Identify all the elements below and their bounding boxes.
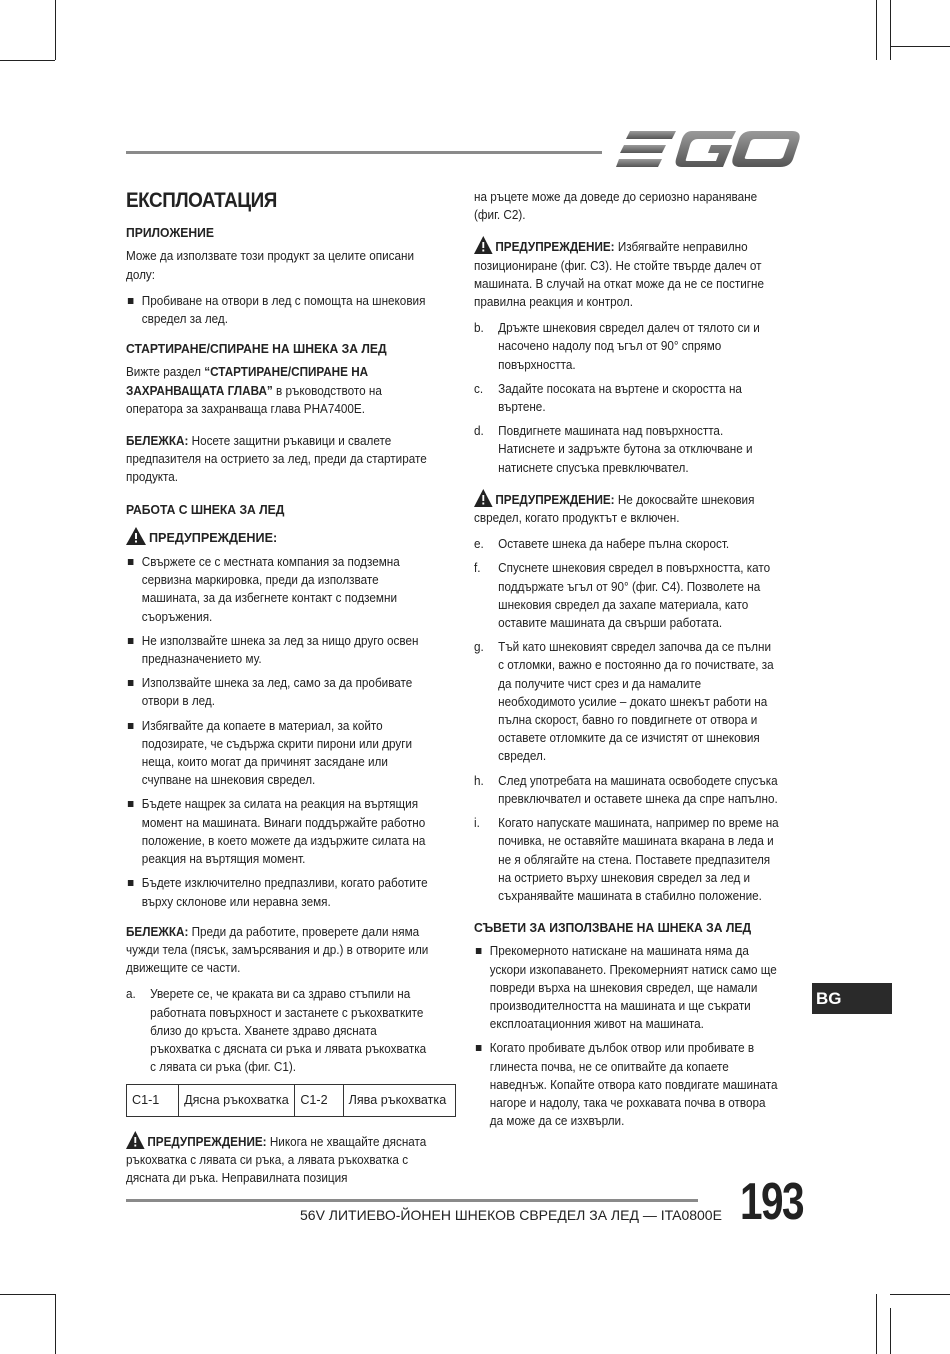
table-cell: C1-2	[295, 1085, 343, 1116]
warning-text: Не докосвайте шнековия свредел, когато продуктът е включен.	[474, 492, 755, 526]
footer-text: 56V ЛИТИЕВО-ЙОНЕН ШНЕКОВ СВРЕДЕЛ ЗА ЛЕД — ITA0800E	[300, 1207, 722, 1223]
step-text: Задайте посоката на въртене и скоростта на въртене.	[498, 381, 742, 415]
step-marker: g.	[474, 640, 484, 655]
step-marker: e.	[474, 537, 484, 552]
note-label: БЕЛЕЖКА:	[126, 924, 189, 939]
warning-label: ПРЕДУПРЕЖДЕНИЕ:	[147, 1134, 267, 1149]
list-item: Прекомерното натискане на машината няма да ускори изкопаването. Прекомерният натиск само ще повреди върха на шнековия свредел, ще намали производителността на машината и ще съкрати експлоатационния живот на машината.	[474, 942, 779, 1033]
warning-label: ПРЕДУПРЕЖДЕНИЕ:	[495, 240, 615, 255]
list-item: Използвайте шнека за лед, само за да пробивате отвори в лед.	[126, 674, 433, 710]
right-column	[474, 188, 802, 1138]
note-text: Преди да работите, проверете дали няма чужди тела (пясък, замърсявания и др.) в отворите или движещите се части.	[126, 924, 429, 976]
step-text: Спуснете шнековия свредел в повърхността, като поддържате ъгъл от 90° (фиг. C4). Позволете на шнековия свредел да захапе материала, като оставите машината да свърши работата.	[498, 561, 771, 631]
step-text: Повдигнете машината над повърхността. Натиснете и задръжте бутона за отключване и натиснете спусъка превключвател.	[498, 424, 753, 475]
paragraph	[126, 363, 433, 418]
step-text: Тъй като шнековият свредел започва да се пълни с отломки, важно е постоянно да го почиствате, за да получите чист срез и да намалите необходимото усилие – докато шнекът работи на пълна скорост, бавно го повдигнете от отвора и оставете отломките да се изчистят от шнековия свредел.	[498, 640, 774, 764]
step-item	[474, 319, 779, 374]
step-list	[474, 319, 802, 477]
paragraph: Може да използвате този продукт за целите описани долу:	[126, 249, 414, 282]
warning-icon	[474, 236, 493, 254]
page-number: 193	[740, 1173, 803, 1231]
crop-mark-tr-v	[876, 0, 877, 60]
warning-icon	[126, 1131, 145, 1149]
crop-mark-br-v	[876, 1294, 877, 1354]
section-heading-start-stop: СТАРТИРАНЕ/СПИРАНЕ НА ШНЕКА ЗА ЛЕД	[126, 341, 387, 357]
crop-mark-tl-h	[0, 60, 55, 61]
step-item	[474, 772, 779, 808]
language-tab: BG	[812, 983, 892, 1014]
step-marker: h.	[474, 773, 484, 788]
step-item	[474, 535, 779, 553]
table-cell: C1-1	[127, 1085, 179, 1116]
step-item	[474, 422, 779, 477]
warning-icon	[474, 489, 493, 507]
crop-mark-bl-v	[55, 1294, 56, 1354]
list-item: Не използвайте шнека за лед за нищо друго освен предназначението му.	[126, 632, 433, 668]
crop-mark-tl-v	[55, 0, 56, 60]
step-item	[474, 638, 779, 765]
step-marker: f.	[474, 561, 481, 576]
see-text: Вижте раздел	[126, 365, 201, 380]
bullet-list	[126, 553, 456, 911]
footer-rule	[126, 1199, 698, 1202]
ego-logo	[616, 128, 800, 172]
step-text: След употребата на машината освободете спусъка превключвател и оставете шнека да спре напълно.	[498, 773, 778, 806]
crop-mark-tr-v2	[890, 0, 891, 60]
step-list	[126, 985, 456, 1076]
warning-icon	[126, 527, 146, 545]
step-item	[474, 559, 779, 632]
left-column	[126, 188, 456, 1195]
section-heading-operation: РАБОТА С ШНЕКА ЗА ЛЕД	[126, 501, 285, 517]
crop-mark-br-h	[890, 1294, 950, 1295]
step-text: Дръжте шнековия свредел далеч от тялото си и насочено надолу под ъгъл от 90° спрямо повърхността.	[498, 321, 760, 372]
page-title: ЕКСПЛОАТАЦИЯ	[126, 189, 277, 212]
warning-text: Никога не хващайте дясната ръкохватка с лявата си ръка, а лявата ръкохватка с дясната ди ръка. Неправилната позиция	[126, 1134, 427, 1185]
warning-label: ПРЕДУПРЕЖДЕНИЕ:	[495, 492, 615, 507]
warning-text: Избягвайте неправилно позициониране (фиг. C3). Не стойте твърде далеч от машината. В случай на откат може да не се постигне правилна реакция и контрол.	[474, 240, 765, 310]
bullet-list	[474, 942, 802, 1130]
note-label: БЕЛЕЖКА:	[126, 434, 189, 449]
warning-label: ПРЕДУПРЕЖДЕНИЕ:	[149, 530, 278, 545]
step-marker: c.	[474, 381, 484, 396]
figure-legend-table	[126, 1084, 456, 1116]
table-cell: Дясна ръкохватка	[179, 1085, 295, 1116]
reference-tail: в ръководството на оператора за захранваща глава PHA7400E.	[126, 383, 382, 416]
warning-paragraph	[126, 1131, 433, 1188]
step-item	[474, 814, 779, 905]
step-marker: a.	[126, 987, 136, 1002]
step-marker: i.	[474, 816, 480, 831]
warning-paragraph	[474, 236, 779, 311]
section-heading-application: ПРИЛОЖЕНИЕ	[126, 225, 214, 241]
warning-paragraph	[474, 489, 779, 527]
list-item: Когато пробивате дълбок отвор или пробивате в глинеста почва, не се опитвайте да копаете наведнъж. Копайте отвора като повдигате машината нагоре и надолу, така че рохкавата почва в отвора да може да се изхвърли.	[474, 1039, 779, 1130]
step-item	[474, 380, 779, 416]
crop-mark-br-v2	[890, 1308, 891, 1354]
list-item: Свържете се с местната компания за подземна сервизна маркировка, преди да използвате машината, за да избегнете контакт с подземни съоръжения.	[126, 553, 433, 626]
step-marker: d.	[474, 424, 484, 439]
warning-line	[126, 527, 456, 547]
list-item: Бъдете нащрек за силата на реакция на въртящия момент на машината. Винаги поддържайте работно положение, в което можете да издържите силата на реакция на въртящия момент.	[126, 795, 433, 868]
step-list	[474, 535, 802, 905]
bullet-list	[126, 292, 456, 328]
section-heading-tips: СЪВЕТИ ЗА ИЗПОЛЗВАНЕ НА ШНЕКА ЗА ЛЕД	[474, 920, 752, 936]
list-item: Пробиване на отвори в лед с помощта на шнековия свредел за лед.	[126, 292, 433, 328]
header-rule	[126, 151, 602, 154]
table-cell: Лява ръкохватка	[343, 1085, 455, 1116]
step-item	[126, 985, 433, 1076]
paragraph: на ръцете може да доведе до сериозно нараняване (фиг. C2).	[474, 190, 758, 223]
section-reference: “СТАРТИРАНЕ/СПИРАНЕ НА ЗАХРАНВАЩАТА ГЛАВА”	[126, 365, 369, 398]
list-item: Бъдете изключително предпазливи, когато работите върху склонове или неравна земя.	[126, 874, 433, 910]
step-text: Когато напускате машината, например по време на почивка, не оставяйте машината вкарана в леда и не я облягайте на стена. Поставете предпазителя на острието върху шнековия свредел за лед и съхранявайте машината в стабилно положение.	[498, 816, 779, 903]
note-paragraph	[126, 432, 433, 487]
table-row	[127, 1085, 456, 1116]
step-text: Оставете шнека да набере пълна скорост.	[498, 537, 730, 552]
note-paragraph	[126, 923, 433, 978]
crop-mark-bl-h	[0, 1294, 55, 1295]
step-text: Уверете се, че краката ви са здраво стъпили на работната повърхност и застанете с ръкохватките близо до кръста. Хванете здраво дясната ръкохватка с дясната си ръка и лявата ръкохватка с лявата си ръка (фиг. C1).	[150, 987, 427, 1075]
note-text: Носете защитни ръкавици и свалете предпазителя на острието за лед, преди да стартирате продукта.	[126, 434, 427, 485]
step-marker: b.	[474, 321, 484, 336]
crop-mark-tr-h	[890, 46, 950, 47]
list-item: Избягвайте да копаете в материал, за който подозирате, че съдържа скрити пирони или други неща, които могат да причинят засядане или счупване на шнековия свредел.	[126, 717, 433, 790]
